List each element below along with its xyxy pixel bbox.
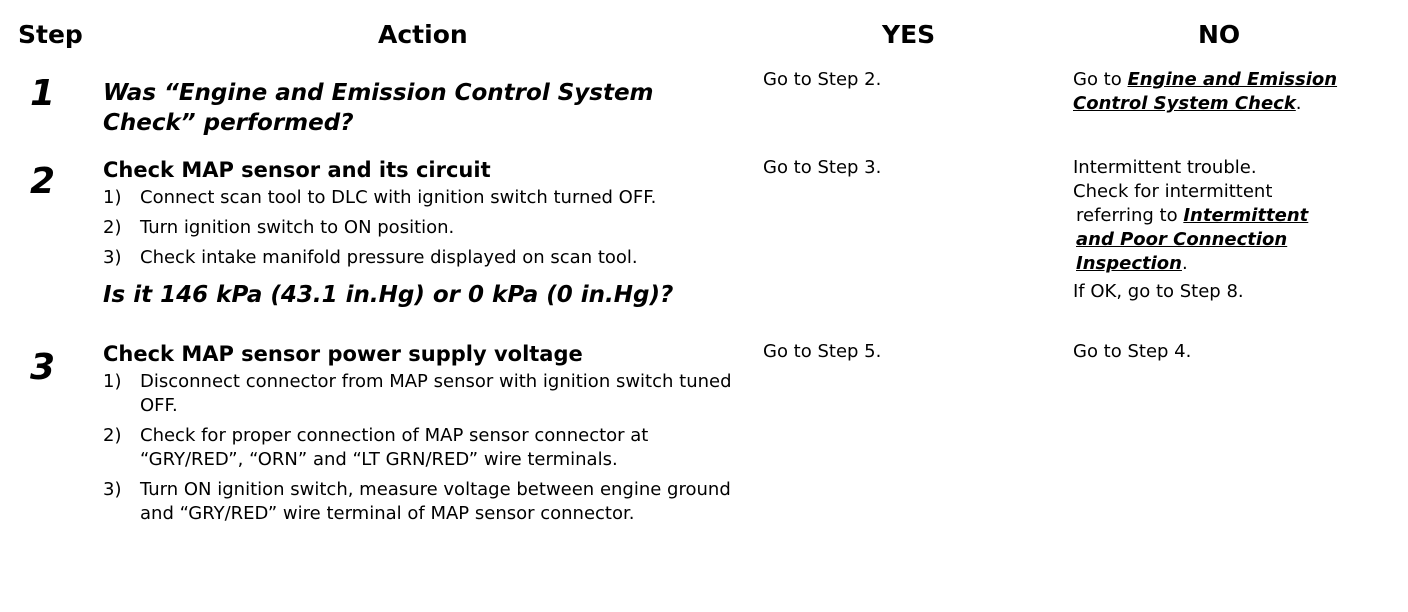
no-text-suffix: . bbox=[1295, 93, 1302, 114]
list-item: 1) Disconnect connector from MAP sensor with ignition switch tuned OFF. bbox=[103, 371, 732, 416]
action-title: Check MAP sensor power supply voltage bbox=[103, 342, 583, 366]
list-item: 2) Check for proper connection of MAP sensor connector at “GRY/RED”, “ORN” and “LT GRN/RED” wire terminals. bbox=[103, 425, 649, 470]
no-cell: Go to Step 4. bbox=[1073, 341, 1192, 362]
header-step: Step bbox=[18, 20, 83, 49]
action-title: Check MAP sensor and its circuit bbox=[103, 158, 491, 182]
step-number: 1 bbox=[30, 73, 56, 114]
action-question: Was “Engine and Emission Control System Check” performed? bbox=[103, 80, 654, 136]
list-item: 1) Connect scan tool to DLC with ignition switch turned OFF. bbox=[103, 187, 657, 208]
no-line: If OK, go to Step 8. bbox=[1073, 281, 1244, 302]
no-line: Intermittent trouble. bbox=[1073, 157, 1257, 178]
no-line: referring to Intermittent and Poor Connection Inspection. bbox=[1076, 205, 1309, 274]
step-number: 3 bbox=[30, 347, 56, 388]
yes-cell: Go to Step 3. bbox=[763, 157, 882, 178]
header-yes: YES bbox=[882, 20, 936, 49]
action-cell bbox=[103, 156, 743, 310]
no-text: Go to bbox=[1073, 69, 1128, 90]
action-steps bbox=[103, 370, 743, 526]
action-steps bbox=[103, 186, 743, 270]
action-cell bbox=[103, 340, 743, 532]
list-item: 3) Check intake manifold pressure displayed on scan tool. bbox=[103, 247, 638, 268]
header-action: Action bbox=[378, 20, 468, 49]
no-line: Check for intermittent bbox=[1073, 181, 1273, 202]
yes-cell: Go to Step 2. bbox=[763, 69, 882, 90]
action-cell bbox=[103, 78, 703, 138]
no-cell bbox=[1073, 68, 1363, 116]
engine-emission-check-link[interactable]: Engine and Emission Control System Check bbox=[1073, 69, 1338, 114]
step-number: 2 bbox=[30, 161, 56, 202]
header-no: NO bbox=[1198, 20, 1241, 49]
intermittent-inspection-link[interactable]: Intermittent and Poor Connection Inspection bbox=[1076, 205, 1309, 274]
yes-cell: Go to Step 5. bbox=[763, 341, 882, 362]
action-question: Is it 146 kPa (43.1 in.Hg) or 0 kPa (0 in.Hg)? bbox=[103, 282, 674, 308]
list-item: 2) Turn ignition switch to ON position. bbox=[103, 217, 455, 238]
no-cell bbox=[1073, 156, 1333, 304]
list-item: 3) Turn ON ignition switch, measure voltage between engine ground and “GRY/RED” wire terminal of MAP sensor connector. bbox=[103, 479, 731, 524]
